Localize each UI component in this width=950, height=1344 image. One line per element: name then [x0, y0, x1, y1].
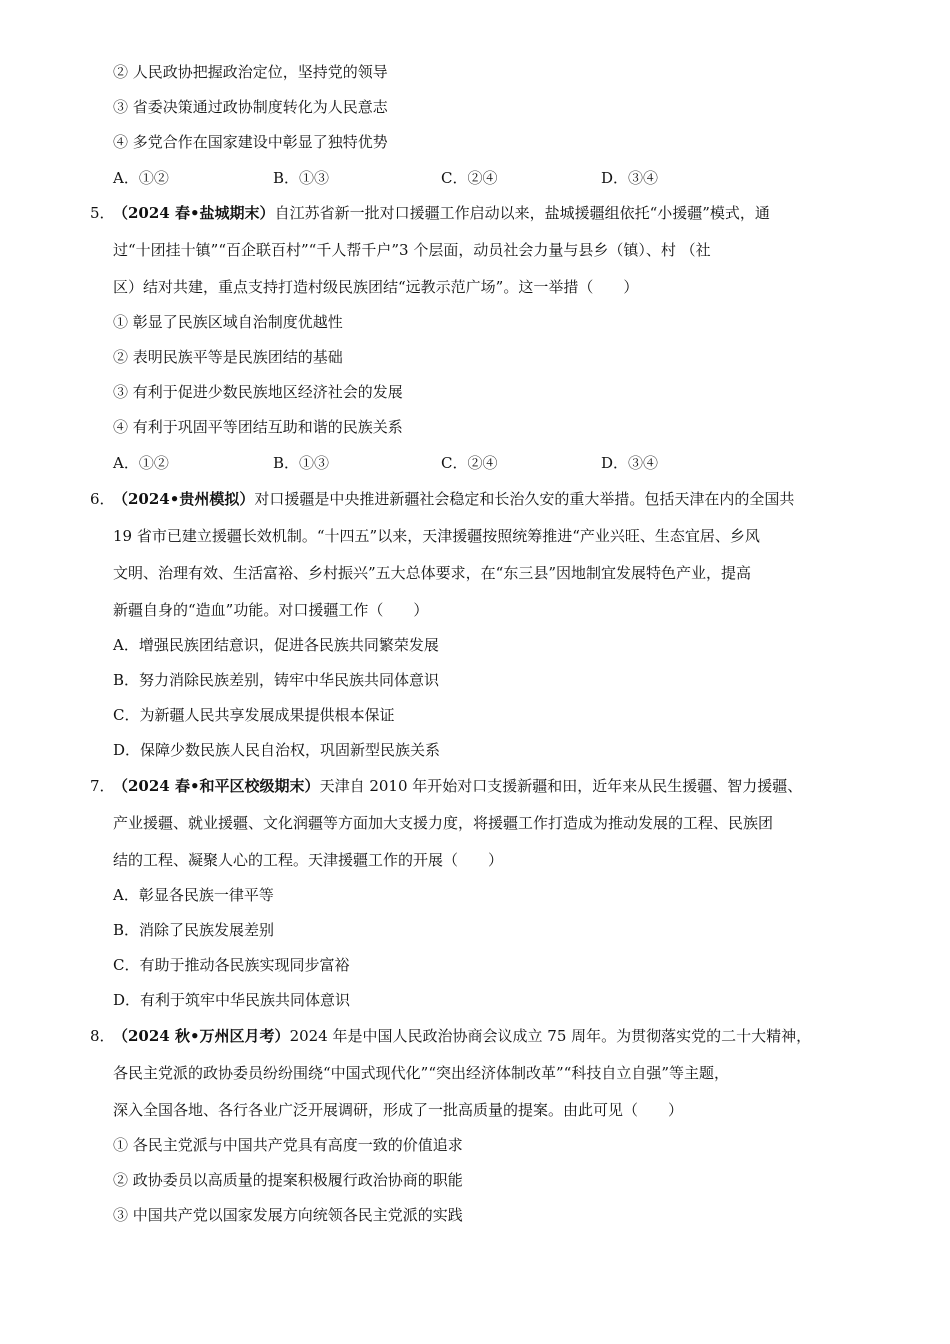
- q5-option-d[interactable]: D．③④: [601, 454, 659, 472]
- q5-statement-1: ① 彰显了民族区域自治制度优越性: [113, 313, 343, 331]
- q6-stem-line-2: 19 省市已建立援疆长效机制。“十四五”以来，天津援疆按照统筹推进“产业兴旺、生态宜居、乡风: [113, 527, 760, 545]
- q8-number: 8．: [90, 1027, 115, 1045]
- q8-first-line: [113, 1026, 811, 1046]
- q7-source: （2024 春•和平区校级期末）: [113, 777, 320, 795]
- q6-choice-c[interactable]: C．为新疆人民共享发展成果提供根本保证: [113, 706, 395, 724]
- q5-statement-4: ④ 有利于巩固平等团结互助和谐的民族关系: [113, 418, 403, 436]
- q6-choice-a[interactable]: A．增强民族团结意识，促进各民族共同繁荣发展: [113, 636, 439, 654]
- q7-choice-c[interactable]: C．有助于推动各民族实现同步富裕: [113, 956, 350, 974]
- q5-option-b[interactable]: B．①③: [273, 454, 330, 472]
- q8-source: （2024 秋•万州区月考）: [113, 1027, 290, 1045]
- q4-option-a[interactable]: A．①②: [113, 169, 169, 187]
- q8-stem-line-3: 深入全国各地、各行各业广泛开展调研，形成了一批高质量的提案。由此可见（ ）: [113, 1101, 684, 1119]
- q7-number: 7．: [90, 777, 115, 795]
- q6-number: 6．: [90, 490, 115, 508]
- q6-stem-line-3: 文明、治理有效、生活富裕、乡村振兴”五大总体要求，在“东三县”因地制宜发展特色产业，提高: [113, 564, 752, 582]
- q6-first-line: [113, 489, 794, 509]
- q6-choice-b[interactable]: B．努力消除民族差别，铸牢中华民族共同体意识: [113, 671, 440, 689]
- q8-statement-3: ③ 中国共产党以国家发展方向统领各民主党派的实践: [113, 1206, 463, 1224]
- q5-source: （2024 春•盐城期末）: [113, 204, 275, 222]
- q4-option-d[interactable]: D．③④: [601, 169, 659, 187]
- q8-stem-line-1: 2024 年是中国人民政治协商会议成立 75 周年。为贯彻落实党的二十大精神，: [289, 1027, 812, 1045]
- q6-choice-d[interactable]: D．保障少数民族人民自治权，巩固新型民族关系: [113, 741, 441, 759]
- q5-first-line: [113, 203, 770, 223]
- q8-statement-2: ② 政协委员以高质量的提案积极履行政治协商的职能: [113, 1171, 463, 1189]
- q4-statement-2: ② 人民政协把握政治定位，坚持党的领导: [113, 63, 388, 81]
- q6-stem-line-4: 新疆自身的“造血”功能。对口援疆工作（ ）: [113, 601, 429, 619]
- q4-option-c[interactable]: C．②④: [441, 169, 498, 187]
- q5-stem-line-1: 自江苏省新一批对口援疆工作启动以来，盐城援疆组依托“小援疆”模式，通: [274, 204, 770, 222]
- q8-stem-line-2: 各民主党派的政协委员纷纷围绕“中国式现代化”“突出经济体制改革”“科技自立自强”等主题，: [113, 1064, 730, 1082]
- q5-option-c[interactable]: C．②④: [441, 454, 498, 472]
- q6-stem-line-1: 对口援疆是中央推进新疆社会稳定和长治久安的重大举措。包括天津在内的全国共: [254, 490, 795, 508]
- q4-statement-4: ④ 多党合作在国家建设中彰显了独特优势: [113, 133, 388, 151]
- q5-statement-3: ③ 有利于促进少数民族地区经济社会的发展: [113, 383, 403, 401]
- q7-stem-line-3: 结的工程、凝聚人心的工程。天津援疆工作的开展（ ）: [113, 851, 504, 869]
- q5-stem-line-3: 区）结对共建，重点支持打造村级民族团结“远教示范广场”。这一举措（ ）: [113, 278, 639, 296]
- q4-option-b[interactable]: B．①③: [273, 169, 330, 187]
- q5-statement-2: ② 表明民族平等是民族团结的基础: [113, 348, 343, 366]
- q7-stem-line-1: 天津自 2010 年开始对口支援新疆和田，近年来从民生援疆、智力援疆、: [319, 777, 803, 795]
- q7-first-line: [113, 776, 802, 796]
- q7-choice-b[interactable]: B．消除了民族发展差别: [113, 921, 275, 939]
- q8-statement-1: ① 各民主党派与中国共产党具有高度一致的价值追求: [113, 1136, 463, 1154]
- q7-choice-d[interactable]: D．有利于筑牢中华民族共同体意识: [113, 991, 351, 1009]
- q5-stem-line-2: 过“十团挂十镇”“百企联百村”“千人帮千户”3 个层面，动员社会力量与县乡（镇）、村 （社: [113, 241, 711, 259]
- q7-stem-line-2: 产业援疆、就业援疆、文化润疆等方面加大支援力度，将援疆工作打造成为推动发展的工程、民族团: [113, 814, 774, 832]
- q5-option-a[interactable]: A．①②: [113, 454, 169, 472]
- q5-number: 5．: [90, 204, 115, 222]
- q6-source: （2024•贵州模拟）: [113, 490, 255, 508]
- q7-choice-a[interactable]: A．彰显各民族一律平等: [113, 886, 274, 904]
- q4-statement-3: ③ 省委决策通过政协制度转化为人民意志: [113, 98, 388, 116]
